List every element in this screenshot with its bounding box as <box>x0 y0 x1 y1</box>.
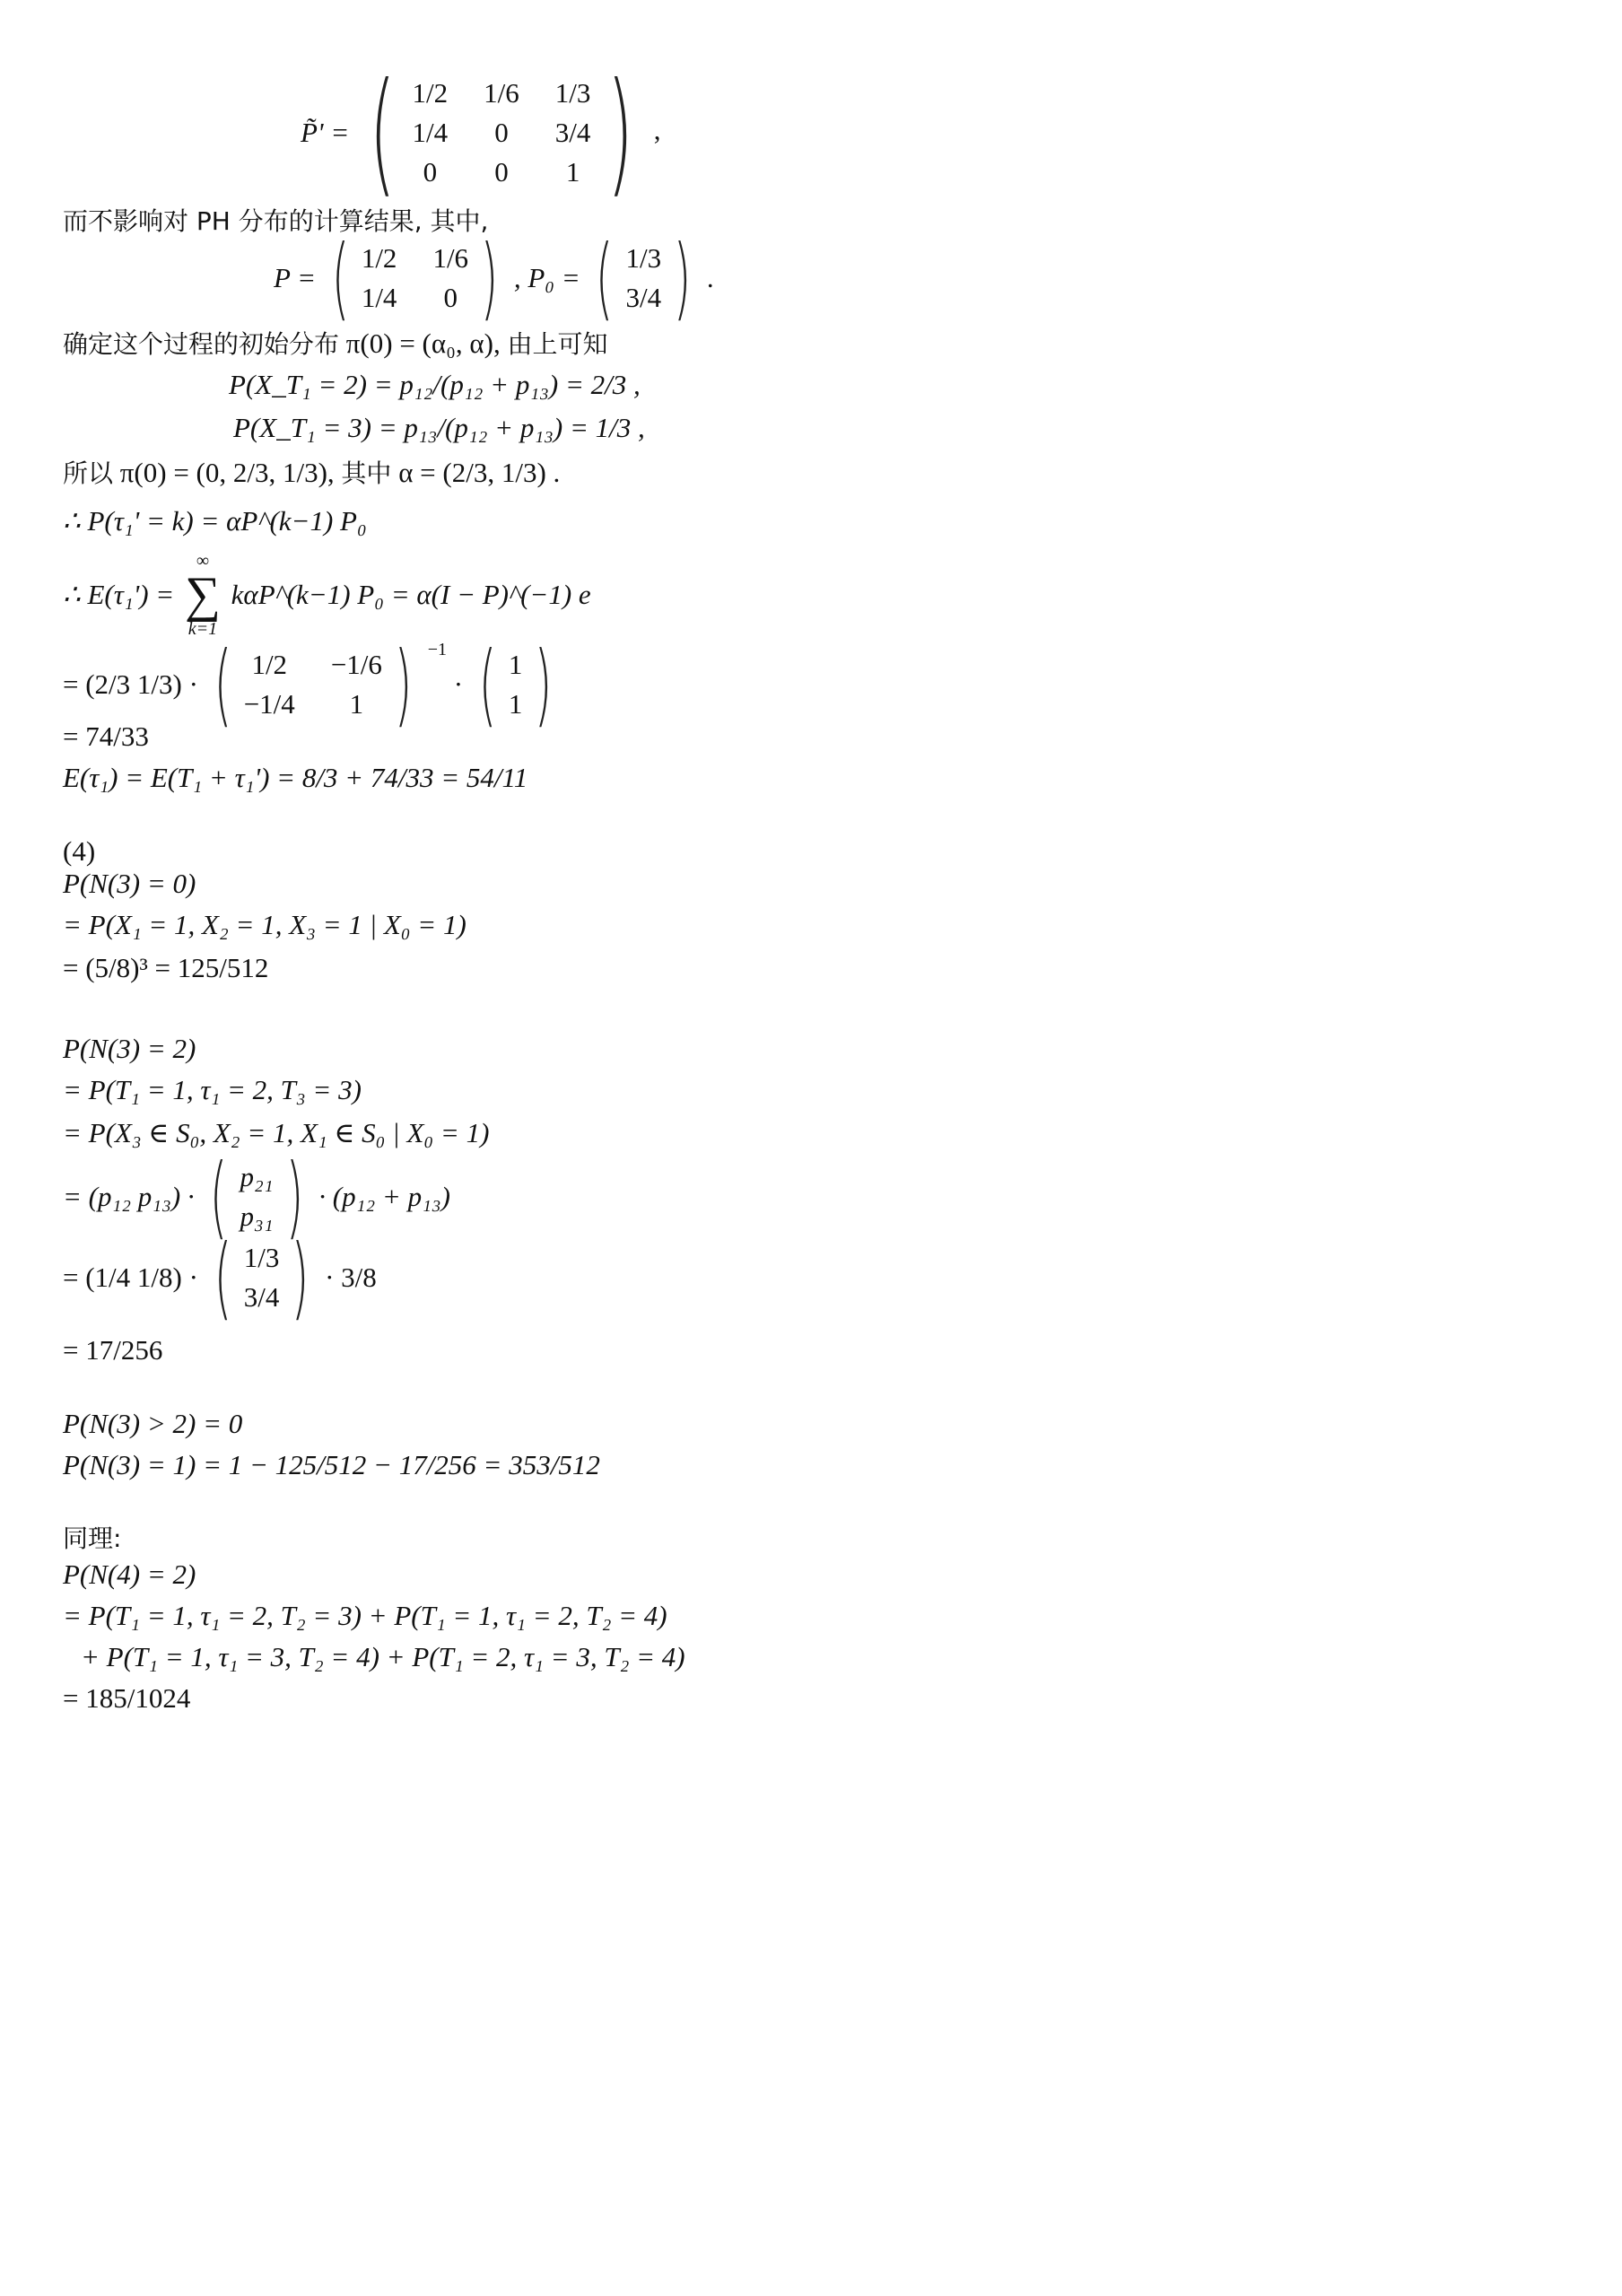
text-line-8: ∴ P(τ₁' = k) = αP^(k−1) P₀ <box>63 505 367 537</box>
text-line-27: = P(T₁ = 1, τ₁ = 2, T₂ = 3) + P(T₁ = 1, τ₁ = 2, T₂ = 4) <box>63 1600 667 1631</box>
text-line-20: = (p₁₂ p₁₃) · ( p₂₁ p₃₁ ) · (p₁₂ + p₁₃) <box>63 1144 450 1249</box>
matrix_inv-cell: −1/4 <box>243 687 295 720</box>
text-line-11: = 74/33 <box>63 720 149 752</box>
vector_q-cell: 3/4 <box>243 1281 280 1313</box>
text-line-6: P(X_T₁ = 3) = p₁₃/(p₁₂ + p₁₃) = 1/3 , <box>233 412 645 443</box>
text-line-10: = (2/3 1/3) · ( 1/2 −1/6 −1/4 1 ) $^{-1}$ · ( 1 1 ) <box>63 633 561 722</box>
text-line-24: P(N(3) = 1) = 1 − 125/512 − 17/256 = 353/512 <box>63 1449 600 1480</box>
vector_P0-cell: 3/4 <box>625 282 662 313</box>
matrix-P-tilde: ( 1/2 1/6 1/3 1/4 0 3/4 0 0 1 ) <box>369 55 634 211</box>
text-line-26: P(N(4) = 2) <box>63 1558 196 1590</box>
text-line-25: 同理: <box>63 1523 122 1553</box>
matrix_P-cell: 1/2 <box>361 242 397 274</box>
vector_q-cell: 1/3 <box>243 1242 280 1273</box>
vector-P0: ( 1/3 3/4 ) <box>596 225 692 330</box>
vector_ones-cell: 1 <box>508 648 523 680</box>
matrix-P-tilde-grid <box>409 74 595 192</box>
vector-p: ( p₂₁ p₃₁ ) <box>210 1144 303 1249</box>
text-line-21: = (1/4 1/8) · ( 1/3 3/4 ) · 3/8 <box>63 1225 377 1330</box>
matrix_P-cell: 1/6 <box>432 242 469 274</box>
matrix-P-line: P = ( 1/2 1/6 1/4 0 ) , P₀ = ( 1/3 3/4 ) . <box>274 225 714 330</box>
matrix_P_tilde-cell: 0 <box>494 117 509 148</box>
text-line-9: ∴ E(τ₁') = ∞ ∑ k=1 kαP^(k−1) P₀ = α(I − P)^(−1) e <box>63 551 591 639</box>
text-line-5: P(X_T₁ = 2) = p₁₂/(p₁₂ + p₁₃) = 2/3 , <box>229 369 641 400</box>
matrix_inv-cell: 1 <box>349 687 364 720</box>
summation-symbol: ∞ ∑ k=1 <box>184 551 221 639</box>
text-line-19: = P(X₃ ∈ S₀, X₂ = 1, X₁ ∈ S₀ | X₀ = 1) <box>63 1117 490 1148</box>
P-tilde-label: P̃' = <box>301 117 350 148</box>
matrix_P_tilde-cell: 0 <box>423 156 438 188</box>
text-line-17: P(N(3) = 2) <box>63 1033 196 1064</box>
matrix_P_tilde-cell: 1/2 <box>412 77 449 109</box>
vector_ones-cell: 1 <box>508 687 523 720</box>
text-line-7: 所以 π(0) = (0, 2/3, 1/3), 其中 α = (2/3, 1/3) . <box>63 457 561 488</box>
section-label-4: (4) <box>63 835 96 867</box>
matrix_P_tilde-cell: 0 <box>494 156 509 188</box>
matrix-inverse: ( 1/2 −1/6 −1/4 1 ) <box>214 631 413 737</box>
matrix_P_tilde-cell: 1 <box>565 156 580 188</box>
text-line-2: 而不影响对 PH 分布的计算结果, 其中, <box>63 206 489 236</box>
text-line-14: P(N(3) = 0) <box>63 868 196 899</box>
text-line-16: = (5/8)³ = 125/512 <box>63 952 269 983</box>
matrix_inv-cell: −1/6 <box>330 648 382 680</box>
text-line-15: = P(X₁ = 1, X₂ = 1, X₃ = 1 | X₀ = 1) <box>63 909 467 940</box>
matrix_P-cell: 1/4 <box>361 282 397 313</box>
matrix_P_tilde-cell: 1/3 <box>554 77 591 109</box>
vector_p-cell: p₃₁ <box>240 1200 274 1232</box>
matrix-P-tilde-line: P̃' = ( 1/2 1/6 1/3 1/4 0 3/4 0 0 1 ) , <box>301 55 661 211</box>
text-line-28: + P(T₁ = 1, τ₁ = 3, T₂ = 4) + P(T₁ = 2, τ₁ = 3, T₂ = 4) <box>81 1641 685 1672</box>
text-line-29: = 185/1024 <box>63 1682 191 1714</box>
matrix_P_tilde-cell: 1/6 <box>484 77 519 109</box>
vector_p-cell: p₂₁ <box>240 1161 274 1192</box>
matrix_inv-cell: 1/2 <box>251 648 288 680</box>
vector-ones: ( 1 1 ) <box>478 631 553 737</box>
vector-q: ( 1/3 3/4 ) <box>214 1225 310 1330</box>
vector_P0-cell: 1/3 <box>625 242 662 274</box>
matrix-P: ( 1/2 1/6 1/4 0 ) <box>331 225 499 330</box>
text-line-22: = 17/256 <box>63 1334 163 1366</box>
matrix_P_tilde-cell: 3/4 <box>554 117 591 148</box>
text-line-12: E(τ₁) = E(T₁ + τ₁') = 8/3 + 74/33 = 54/11 <box>63 762 528 793</box>
matrix_P_tilde-cell: 1/4 <box>412 117 449 148</box>
matrix_P-cell: 0 <box>443 282 458 313</box>
text-line-4: 确定这个过程的初始分布 π(0) = (α₀, α), 由上可知 <box>63 327 608 359</box>
text-line-18: = P(T₁ = 1, τ₁ = 2, T₃ = 3) <box>63 1074 362 1105</box>
text-line-23: P(N(3) > 2) = 0 <box>63 1408 243 1439</box>
